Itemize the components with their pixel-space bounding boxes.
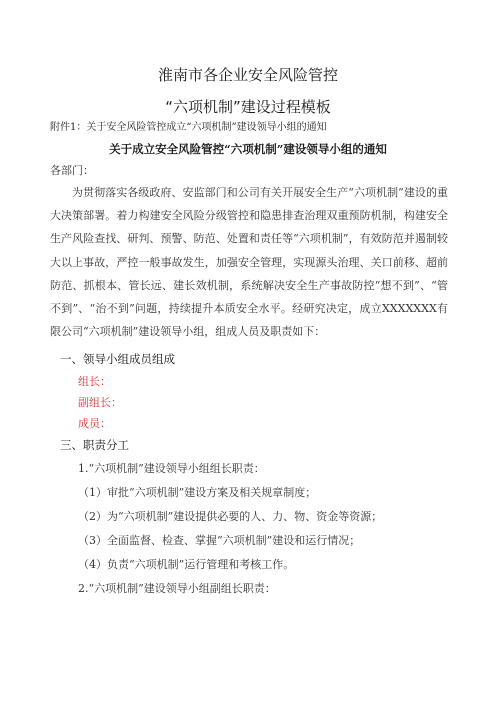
section-heading-members: 一、领导小组成员组成 [60, 352, 175, 366]
leader-label: 组长： [78, 375, 111, 388]
duty-item: 2.“六项机制”建设领导小组副组长职责： [78, 582, 276, 595]
salutation: 各部门： [50, 164, 94, 177]
attachment-caption: 附件1：关于安全风险管控成立“六项机制”建设领导小组的通知 [50, 122, 327, 133]
deputy-leader-label: 副组长： [78, 396, 122, 409]
duty-item: （3）全面监督、检查、掌握“六项机制”建设和运行情况； [78, 534, 361, 547]
body-paragraph: 为贯彻落实各级政府、安监部门和公司有关开展安全生产“六项机制”建设的重大决策部署。着力构建安全风险分级管控和隐患排查治理双重预防机制，构建安全生产风险查找、研判、预警、防范、处置和责任等“六项机制”，有效防范并遏制较大以上事故，严控一般事故发生，加强安全管理，实现源头治理、关口前移、超前防范、抓根本、管长远、建长效机制，系统解决安全生产事故防控“想不到”、“管不到”、“治不到”问题，持续提升本质安全水平。经研究决定，成立XXXXXXX有限公司“六项机制”建设领导小组，组成人员及职责如下： [50, 186, 448, 339]
notice-title: 关于成立安全风险管控“六项机制”建设领导小组的通知 [109, 142, 387, 156]
duty-item: （2）为“六项机制”建设提供必要的人、力、物、资金等资源； [78, 510, 383, 523]
document-title-line2: “六项机制”建设过程模板 [165, 98, 331, 116]
document-title-line1: 淮南市各企业安全风险管控 [157, 66, 338, 84]
section-heading-duties: 三、职责分工 [60, 438, 129, 452]
duty-item: 1.“六项机制”建设领导小组组长职责： [78, 462, 265, 475]
duty-item: （1）审批“六项机制”建设方案及相关规章制度； [78, 486, 317, 499]
duty-item: （4）负责“六项机制”运行管理和考核工作。 [78, 558, 295, 571]
member-label: 成员： [78, 417, 111, 430]
